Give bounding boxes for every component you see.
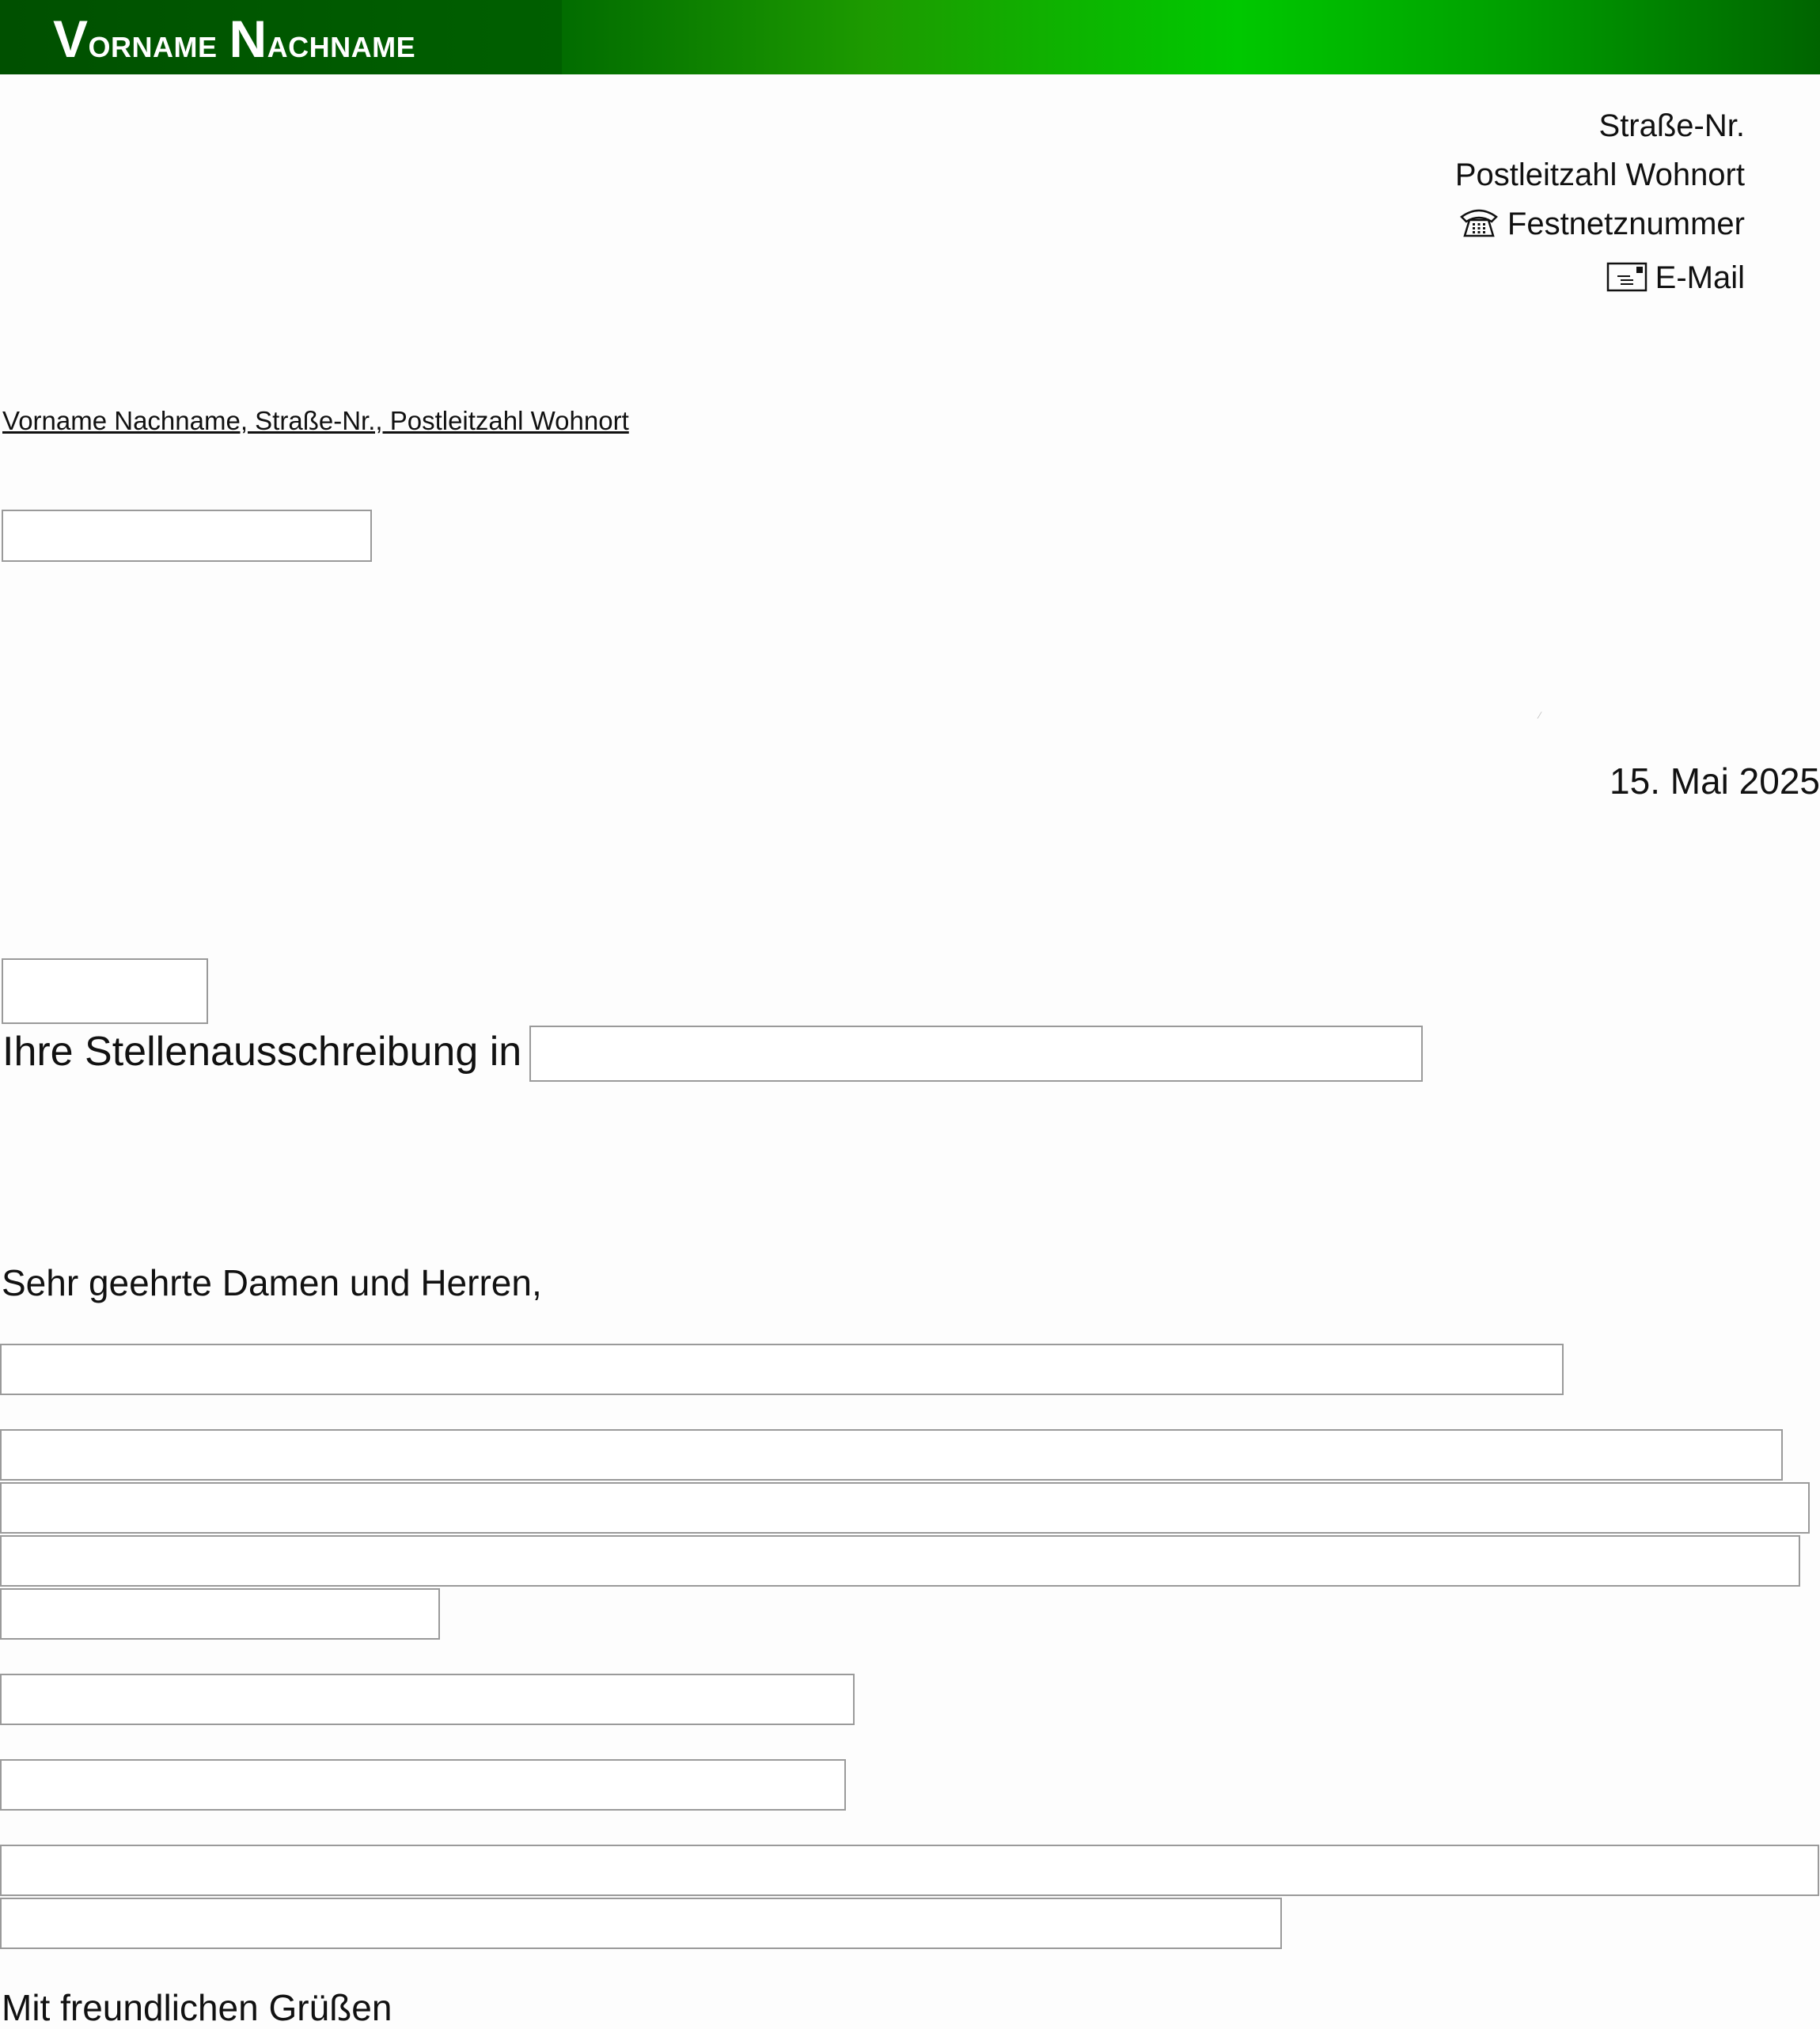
sender-city: Postleitzahl Wohnort xyxy=(1454,157,1745,192)
sender-contact-block xyxy=(1270,101,1745,307)
body-paragraph-3-field[interactable] xyxy=(0,1674,855,1725)
sender-email-line xyxy=(1270,253,1745,307)
first-name-rest: orname xyxy=(88,21,218,66)
telephone-icon xyxy=(1458,204,1500,253)
body-paragraph-2-line-3-field[interactable] xyxy=(0,1535,1800,1587)
sender-name-heading xyxy=(53,7,415,70)
last-name-rest: achname xyxy=(267,21,416,66)
letter-date: 15. Mai 2025 xyxy=(1610,760,1820,802)
sender-phone-line xyxy=(1270,199,1745,253)
sender-street: Straße-Nr. xyxy=(1598,108,1745,143)
body-paragraph-2-line-2-field[interactable] xyxy=(0,1482,1810,1534)
sender-email: E-Mail xyxy=(1655,260,1745,295)
envelope-icon xyxy=(1606,258,1647,307)
body-paragraph-4-field[interactable] xyxy=(0,1759,846,1811)
first-name-initial: V xyxy=(53,9,89,68)
stray-mark: ⁄ xyxy=(1539,710,1541,721)
subject-source-field[interactable] xyxy=(529,1026,1423,1082)
body-paragraph-5-line-1-field[interactable] xyxy=(0,1845,1819,1896)
closing-line: Mit freundlichen Grüßen xyxy=(2,1987,392,2028)
body-paragraph-2-line-1-field[interactable] xyxy=(0,1429,1783,1481)
return-address-line: Vorname Nachname, Straße-Nr., Postleitzahl Wohnort xyxy=(2,406,629,435)
subject-line: Ihre Stellenausschreibung in xyxy=(2,1029,522,1075)
last-name-initial: N xyxy=(229,9,267,68)
salutation: Sehr geehrte Damen und Herren, xyxy=(2,1262,542,1303)
recipient-address-field[interactable] xyxy=(2,510,372,562)
body-paragraph-5-line-2-field[interactable] xyxy=(0,1898,1282,1949)
reference-field[interactable] xyxy=(2,958,208,1024)
body-paragraph-2-line-4-field[interactable] xyxy=(0,1588,440,1640)
sender-phone: Festnetznummer xyxy=(1507,207,1745,241)
body-paragraph-1-field[interactable] xyxy=(0,1344,1564,1395)
